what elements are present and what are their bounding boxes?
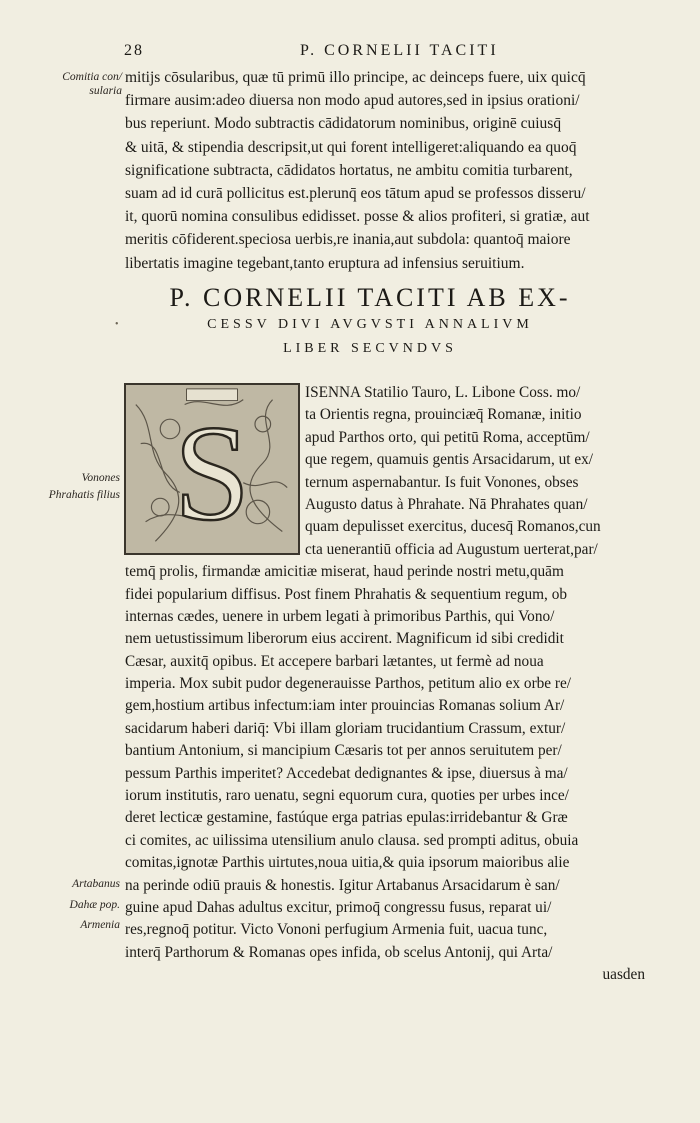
text-line: gem,hostium artibus infectum:iam inter prouincias Romanas solium Ar/ — [125, 697, 565, 715]
marginal-note-comitia: Comitia con/ sularia — [62, 71, 122, 97]
text-line: suam ad id curā pollicitus est.plerunq̄ eos tātum apud se professos disseru/ — [125, 184, 586, 202]
running-header — [120, 42, 550, 64]
text-line: significatione subtracta, cādidatos hortatus, ne ambitu comitia turbarent, — [125, 161, 573, 179]
text-line: que regem, quamuis gentis Arsacidarum, ut ex/ — [305, 451, 594, 469]
text-line: temq̄ prolis, firmandæ amicitiæ miserat, haud perinde nostri metu,quām — [125, 563, 564, 581]
text-line: ISENNA Statilio Tauro, L. Libone Coss. mo/ — [305, 384, 581, 401]
text-line: internas cædes, uenere in urbem legati à primoribus Parthis, qui Vono/ — [125, 607, 555, 625]
running-title: P. CORNELII TACITI — [300, 42, 499, 59]
text-line: pessum Parthis imperitet? Accedebat dedignantes & ipse, diuersus à ma/ — [125, 764, 568, 782]
text-line: comitas,ignotæ Parthis uirtutes,noua uitia,& quia ipsorum maioribus alie — [125, 854, 570, 872]
text-line: Cæsar, auxitq̄ opibus. Et accepere barbari lætantes, ut fermè ad noua — [125, 652, 544, 670]
text-line: sacidarum haberi dariq̄: Vbi illam gloriam trucidantium Crassum, extur/ — [125, 719, 566, 737]
text-line: fidei popularium diffisus. Post finem Phrahatis & sequentium regum, ob — [125, 585, 568, 603]
text-line: cta uenerantiū officia ad Augustum uerterat,par/ — [305, 540, 598, 558]
text-line: na perinde odiū prauis & honestis. Igitur Artabanus Arsacidarum è san/ — [125, 876, 560, 894]
text-line: quam depulisset exercitus, ducesq̄ Romanos,cun — [305, 518, 601, 536]
catchword: uasden — [602, 966, 645, 984]
page-number: 28 — [124, 42, 144, 59]
book-number: LIBER SECVNDVS — [283, 341, 457, 356]
end-of-book-one-text — [125, 66, 645, 275]
text-line: apud Parthos orto, qui petitū Roma, acceptūm/ — [305, 428, 590, 446]
text-line: nem uetustissimum liberorum eius accirent. Magnificum id sibi credidit — [125, 630, 564, 648]
book-two-text — [125, 382, 645, 987]
text-line: ci comites, ac uilissima utensilium anulo clausa. sed prompti aditus, obuia — [125, 831, 579, 849]
text-line: ta Orientis regna, prouinciæq̄ Romanæ, initio — [305, 406, 582, 424]
ornament-mark: • — [115, 319, 119, 330]
text-line: meritis cōfiderent.speciosa uerbis,re inania,aut subdola: quantoq̄ maiore — [125, 231, 571, 249]
text-line: & uitā, & stipendia descripsit,ut qui forent intelligeret:aliquando ea quoq̄ — [125, 138, 577, 156]
marginal-note-armenia: Armenia — [80, 919, 120, 931]
text-line: guine apud Dahas adultus excitur, primoq̄ congressu fusus, reparat ui/ — [125, 898, 552, 916]
initial-letter: S — [173, 396, 251, 549]
book-title: P. CORNELII TACITI AB EX- — [169, 283, 571, 312]
text-line: ternum aspernabantur. Is fuit Vonones, obses — [305, 473, 579, 491]
text-line: firmare ausim:adeo diuersa non modo apud autores,sed in ipsius orationi/ — [125, 92, 580, 110]
text-line: Augusto datus à Phrahate. Nā Phrahates quan/ — [305, 495, 588, 513]
text-line: imperia. Mox subit pudor degenerauisse Parthos, petitum alio ex orbe re/ — [125, 675, 572, 693]
text-line: libertatis imagine tegebant,tanto eruptura ad infensius seruitium. — [125, 254, 525, 272]
text-line: interq̄ Parthorum & Romanas opes infida, ob scelus Antonij, qui Arta/ — [125, 943, 553, 961]
text-line: bus reperiunt. Modo subtractis cādidatorum nominibus, originē cuiusq̄ — [125, 115, 562, 133]
text-line: res,regnoq̄ potitur. Victo Vononi perfugium Armenia fuit, uacua tunc, — [125, 921, 548, 939]
text-line: it, quorū nomina consulibus edidisset. posse & alios profiteri, si gratiæ, aut — [125, 208, 590, 226]
marginal-note-vonones: Vonones Phrahatis filius — [48, 472, 120, 501]
text-line: bantium Antonium, si mancipium Cæsaris tot per annos seruitutem per/ — [125, 742, 562, 760]
marginal-note-artabanus: Artabanus — [72, 878, 120, 890]
text-line: mitijs cōsularibus, quæ tū primū illo principe, ac deinceps fuere, uix quicq̄ — [125, 69, 586, 86]
marginal-note-dahae: Dahæ pop. — [69, 899, 120, 911]
book-subtitle: CESSV DIVI AVGVSTI ANNALIVM — [207, 317, 533, 332]
text-line: iorum institutis, raro uenatu, segni equorum cura, quoties per urbes ince/ — [125, 787, 569, 805]
text-line: deret lecticæ gestamine, fastúque erga patrias epulas:irridebantur & Græ — [125, 809, 568, 827]
